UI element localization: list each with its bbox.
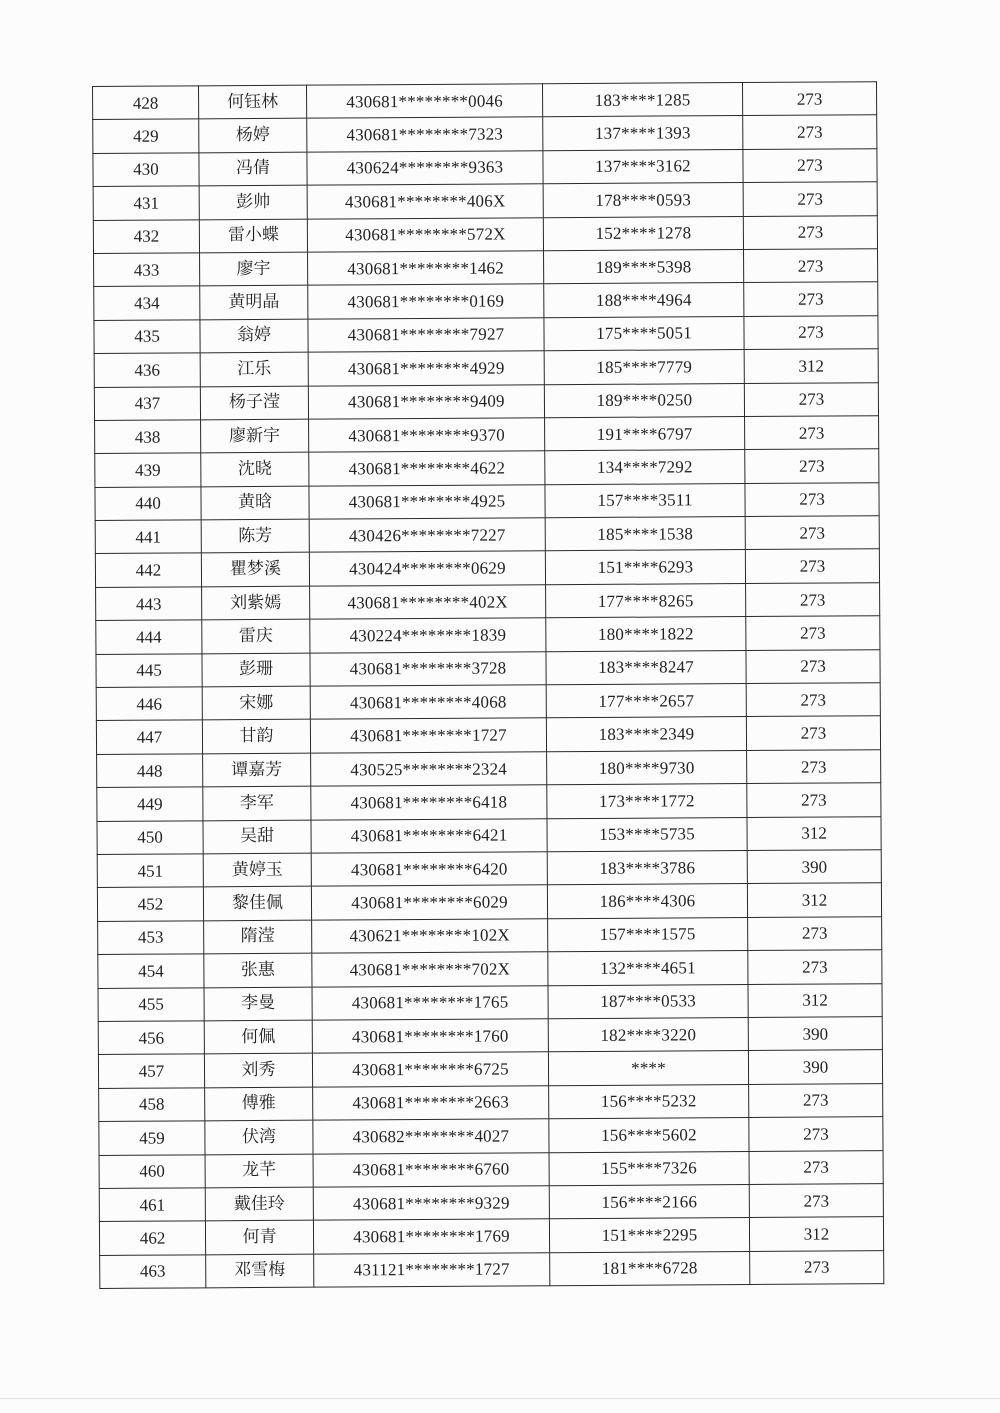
phone-cell: 151****2295 bbox=[549, 1218, 749, 1253]
phone-cell: 181****6728 bbox=[550, 1251, 750, 1286]
amount-cell: 273 bbox=[745, 449, 879, 483]
name-cell: 彭帅 bbox=[199, 185, 307, 219]
phone-cell: 183****8247 bbox=[546, 650, 746, 685]
name-cell: 谭嘉芳 bbox=[203, 753, 311, 787]
table-row bbox=[93, 215, 877, 253]
table-row bbox=[98, 950, 882, 988]
amount-cell: 273 bbox=[744, 249, 878, 283]
name-cell: 刘秀 bbox=[204, 1053, 312, 1087]
id-number-cell: 430681********1462 bbox=[308, 251, 544, 286]
row-number-cell: 451 bbox=[97, 854, 203, 888]
row-number-cell: 449 bbox=[97, 787, 203, 821]
table-row bbox=[95, 516, 879, 554]
amount-cell: 273 bbox=[746, 683, 880, 717]
amount-cell: 390 bbox=[748, 1050, 882, 1084]
amount-cell: 273 bbox=[745, 549, 879, 583]
row-number-cell: 448 bbox=[97, 754, 203, 788]
phone-cell: 177****2657 bbox=[546, 684, 746, 719]
table-row bbox=[96, 649, 880, 687]
id-number-cell: 430681********1769 bbox=[313, 1219, 549, 1254]
row-number-cell: 435 bbox=[94, 320, 200, 354]
name-cell: 彭珊 bbox=[202, 653, 310, 687]
row-number-cell: 431 bbox=[93, 186, 199, 220]
row-number-cell: 444 bbox=[96, 620, 202, 654]
id-number-cell: 430682********4027 bbox=[313, 1119, 549, 1154]
row-number-cell: 432 bbox=[93, 219, 199, 253]
name-cell: 伏湾 bbox=[205, 1120, 313, 1154]
table-row bbox=[94, 249, 878, 287]
id-number-cell: 430681********1765 bbox=[312, 985, 548, 1020]
row-number-cell: 437 bbox=[94, 386, 200, 420]
table-row bbox=[97, 783, 881, 821]
table-row bbox=[93, 115, 877, 153]
amount-cell: 273 bbox=[748, 916, 882, 950]
amount-cell: 273 bbox=[748, 950, 882, 984]
name-cell: 刘紫嫣 bbox=[202, 586, 310, 620]
name-cell: 隋滢 bbox=[204, 920, 312, 954]
name-cell: 李军 bbox=[203, 786, 311, 820]
id-number-cell: 430621********102X bbox=[312, 918, 548, 953]
row-number-cell: 457 bbox=[98, 1054, 204, 1088]
phone-cell: 180****9730 bbox=[547, 750, 747, 785]
id-number-cell: 430424********0629 bbox=[309, 551, 545, 586]
id-number-cell: 430681********1727 bbox=[310, 718, 546, 753]
phone-cell: 185****1538 bbox=[545, 517, 745, 552]
row-number-cell: 454 bbox=[98, 954, 204, 988]
amount-cell: 312 bbox=[744, 349, 878, 383]
id-number-cell: 430681********702X bbox=[312, 952, 548, 987]
amount-cell: 273 bbox=[742, 82, 876, 116]
amount-cell: 273 bbox=[745, 516, 879, 550]
id-number-cell: 430681********9370 bbox=[309, 418, 545, 453]
name-cell: 翁婷 bbox=[200, 319, 308, 353]
phone-cell: 137****3162 bbox=[543, 149, 743, 184]
id-number-cell: 430681********6421 bbox=[311, 818, 547, 853]
phone-cell: 186****4306 bbox=[547, 884, 747, 919]
phone-cell: 153****5735 bbox=[547, 817, 747, 852]
phone-cell: 178****0593 bbox=[543, 183, 743, 218]
table-row bbox=[100, 1250, 884, 1288]
row-number-cell: 446 bbox=[96, 687, 202, 721]
phone-cell: 189****0250 bbox=[544, 383, 744, 418]
id-number-cell: 430681********0046 bbox=[306, 84, 542, 119]
roster-table bbox=[92, 81, 884, 1289]
row-number-cell: 458 bbox=[99, 1088, 205, 1122]
amount-cell: 273 bbox=[743, 182, 877, 216]
name-cell: 李曼 bbox=[204, 987, 312, 1021]
row-number-cell: 443 bbox=[96, 587, 202, 621]
row-number-cell: 429 bbox=[93, 119, 199, 153]
amount-cell: 273 bbox=[749, 1083, 883, 1117]
phone-cell: 183****3786 bbox=[547, 850, 747, 885]
name-cell: 黄明晶 bbox=[200, 286, 308, 320]
phone-cell: 157****1575 bbox=[548, 917, 748, 952]
phone-cell: 183****2349 bbox=[546, 717, 746, 752]
amount-cell: 273 bbox=[745, 416, 879, 450]
phone-cell: 155****7326 bbox=[549, 1151, 749, 1186]
amount-cell: 273 bbox=[746, 649, 880, 683]
row-number-cell: 438 bbox=[95, 420, 201, 454]
row-number-cell: 440 bbox=[95, 487, 201, 521]
phone-cell: 188****4964 bbox=[544, 283, 744, 318]
table-row bbox=[98, 1017, 882, 1055]
amount-cell: 390 bbox=[747, 850, 881, 884]
phone-cell: 152****1278 bbox=[543, 216, 743, 251]
amount-cell: 390 bbox=[748, 1017, 882, 1051]
table-row bbox=[94, 349, 878, 387]
phone-cell: 191****6797 bbox=[545, 416, 745, 451]
phone-cell: 157****3511 bbox=[545, 483, 745, 518]
amount-cell: 273 bbox=[747, 783, 881, 817]
name-cell: 龙芊 bbox=[205, 1154, 313, 1188]
row-number-cell: 463 bbox=[100, 1254, 206, 1288]
id-number-cell: 430624********9363 bbox=[307, 151, 543, 186]
amount-cell: 273 bbox=[749, 1117, 883, 1151]
phone-cell: 177****8265 bbox=[546, 583, 746, 618]
id-number-cell: 430681********4925 bbox=[309, 484, 545, 519]
table-row bbox=[94, 382, 878, 420]
amount-cell: 273 bbox=[746, 616, 880, 650]
id-number-cell: 431121********1727 bbox=[314, 1252, 550, 1287]
id-number-cell: 430681********6418 bbox=[311, 785, 547, 820]
amount-cell: 312 bbox=[749, 1217, 883, 1251]
name-cell: 廖新宇 bbox=[201, 419, 309, 453]
table-row bbox=[96, 616, 880, 654]
id-number-cell: 430681********0169 bbox=[308, 284, 544, 319]
row-number-cell: 456 bbox=[98, 1021, 204, 1055]
amount-cell: 273 bbox=[743, 148, 877, 182]
name-cell: 雷小蝶 bbox=[199, 219, 307, 253]
name-cell: 江乐 bbox=[200, 352, 308, 386]
phone-cell: 182****3220 bbox=[548, 1017, 748, 1052]
amount-cell: 312 bbox=[747, 816, 881, 850]
roster-sheet bbox=[92, 81, 883, 1289]
table-row bbox=[97, 816, 881, 854]
id-number-cell: 430681********6420 bbox=[311, 852, 547, 887]
id-number-cell: 430681********1760 bbox=[312, 1019, 548, 1054]
row-number-cell: 453 bbox=[98, 921, 204, 955]
phone-cell: 137****1393 bbox=[543, 116, 743, 151]
amount-cell: 273 bbox=[743, 115, 877, 149]
amount-cell: 273 bbox=[749, 1184, 883, 1218]
table-row bbox=[97, 850, 881, 888]
row-number-cell: 452 bbox=[97, 887, 203, 921]
id-number-cell: 430525********2324 bbox=[311, 752, 547, 787]
id-number-cell: 430681********6760 bbox=[313, 1152, 549, 1187]
name-cell: 沈晓 bbox=[201, 452, 309, 486]
amount-cell: 312 bbox=[748, 983, 882, 1017]
row-number-cell: 462 bbox=[99, 1221, 205, 1255]
name-cell: 杨子滢 bbox=[200, 386, 308, 420]
table-row bbox=[95, 449, 879, 487]
id-number-cell: 430681********572X bbox=[307, 217, 543, 252]
table-row bbox=[99, 1217, 883, 1255]
phone-cell: **** bbox=[548, 1051, 748, 1086]
id-number-cell: 430681********4068 bbox=[310, 685, 546, 720]
table-row bbox=[96, 583, 880, 621]
roster-table-body bbox=[93, 82, 884, 1289]
phone-cell: 183****1285 bbox=[542, 83, 742, 118]
name-cell: 甘韵 bbox=[202, 720, 310, 754]
table-row bbox=[97, 750, 881, 788]
row-number-cell: 430 bbox=[93, 153, 199, 187]
amount-cell: 273 bbox=[745, 482, 879, 516]
name-cell: 何钰林 bbox=[199, 85, 307, 119]
name-cell: 张惠 bbox=[204, 953, 312, 987]
row-number-cell: 461 bbox=[99, 1188, 205, 1222]
row-number-cell: 459 bbox=[99, 1121, 205, 1155]
table-row bbox=[95, 549, 879, 587]
table-row bbox=[99, 1083, 883, 1121]
phone-cell: 189****5398 bbox=[544, 249, 744, 284]
amount-cell: 273 bbox=[744, 382, 878, 416]
phone-cell: 175****5051 bbox=[544, 316, 744, 351]
table-row bbox=[95, 416, 879, 454]
table-row bbox=[99, 1150, 883, 1188]
table-row bbox=[94, 282, 878, 320]
name-cell: 黎佳佩 bbox=[203, 887, 311, 921]
id-number-cell: 430681********9409 bbox=[308, 384, 544, 419]
id-number-cell: 430224********1839 bbox=[310, 618, 546, 653]
phone-cell: 151****6293 bbox=[545, 550, 745, 585]
table-row bbox=[98, 983, 882, 1021]
name-cell: 黄晗 bbox=[201, 486, 309, 520]
id-number-cell: 430681********6725 bbox=[312, 1052, 548, 1087]
row-number-cell: 442 bbox=[95, 553, 201, 587]
row-number-cell: 439 bbox=[95, 453, 201, 487]
id-number-cell: 430681********2663 bbox=[313, 1085, 549, 1120]
id-number-cell: 430681********4622 bbox=[309, 451, 545, 486]
table-row bbox=[99, 1117, 883, 1155]
name-cell: 何佩 bbox=[204, 1020, 312, 1054]
row-number-cell: 428 bbox=[93, 86, 199, 120]
id-number-cell: 430681********402X bbox=[310, 585, 546, 620]
name-cell: 雷庆 bbox=[202, 619, 310, 653]
id-number-cell: 430681********9329 bbox=[313, 1186, 549, 1221]
phone-cell: 156****2166 bbox=[549, 1184, 749, 1219]
amount-cell: 273 bbox=[747, 750, 881, 784]
id-number-cell: 430681********406X bbox=[307, 184, 543, 219]
phone-cell: 132****4651 bbox=[548, 951, 748, 986]
name-cell: 邓雪梅 bbox=[206, 1254, 314, 1288]
id-number-cell: 430681********3728 bbox=[310, 651, 546, 686]
amount-cell: 273 bbox=[744, 282, 878, 316]
amount-cell: 273 bbox=[746, 583, 880, 617]
phone-cell: 187****0533 bbox=[548, 984, 748, 1019]
name-cell: 冯倩 bbox=[199, 152, 307, 186]
row-number-cell: 436 bbox=[94, 353, 200, 387]
table-row bbox=[96, 716, 880, 754]
table-row bbox=[98, 916, 882, 954]
table-row bbox=[93, 148, 877, 186]
table-row bbox=[97, 883, 881, 921]
phone-cell: 180****1822 bbox=[546, 617, 746, 652]
amount-cell: 273 bbox=[744, 315, 878, 349]
table-row bbox=[99, 1184, 883, 1222]
page-bottom-edge bbox=[0, 1398, 1000, 1399]
row-number-cell: 441 bbox=[95, 520, 201, 554]
phone-cell: 185****7779 bbox=[544, 350, 744, 385]
row-number-cell: 460 bbox=[99, 1154, 205, 1188]
name-cell: 陈芳 bbox=[201, 519, 309, 553]
table-row bbox=[93, 182, 877, 220]
row-number-cell: 433 bbox=[94, 253, 200, 287]
id-number-cell: 430681********4929 bbox=[308, 351, 544, 386]
table-row bbox=[96, 683, 880, 721]
amount-cell: 273 bbox=[746, 716, 880, 750]
name-cell: 廖宇 bbox=[200, 252, 308, 286]
name-cell: 杨婷 bbox=[199, 119, 307, 153]
phone-cell: 134****7292 bbox=[545, 450, 745, 485]
name-cell: 黄婷玉 bbox=[203, 853, 311, 887]
row-number-cell: 455 bbox=[98, 987, 204, 1021]
amount-cell: 312 bbox=[747, 883, 881, 917]
id-number-cell: 430681********7323 bbox=[307, 117, 543, 152]
name-cell: 戴佳玲 bbox=[205, 1187, 313, 1221]
phone-cell: 173****1772 bbox=[547, 784, 747, 819]
name-cell: 傅雅 bbox=[205, 1087, 313, 1121]
id-number-cell: 430681********7927 bbox=[308, 317, 544, 352]
id-number-cell: 430426********7227 bbox=[309, 518, 545, 553]
table-row bbox=[93, 82, 877, 120]
phone-cell: 156****5602 bbox=[549, 1118, 749, 1153]
id-number-cell: 430681********6029 bbox=[311, 885, 547, 920]
table-row bbox=[95, 482, 879, 520]
row-number-cell: 447 bbox=[96, 720, 202, 754]
name-cell: 何青 bbox=[205, 1220, 313, 1254]
row-number-cell: 450 bbox=[97, 820, 203, 854]
row-number-cell: 434 bbox=[94, 286, 200, 320]
amount-cell: 273 bbox=[743, 215, 877, 249]
table-row bbox=[98, 1050, 882, 1088]
amount-cell: 273 bbox=[750, 1250, 884, 1284]
name-cell: 吴甜 bbox=[203, 820, 311, 854]
row-number-cell: 445 bbox=[96, 653, 202, 687]
phone-cell: 156****5232 bbox=[549, 1084, 749, 1119]
name-cell: 宋娜 bbox=[202, 686, 310, 720]
name-cell: 瞿梦溪 bbox=[201, 553, 309, 587]
table-row bbox=[94, 315, 878, 353]
amount-cell: 273 bbox=[749, 1150, 883, 1184]
